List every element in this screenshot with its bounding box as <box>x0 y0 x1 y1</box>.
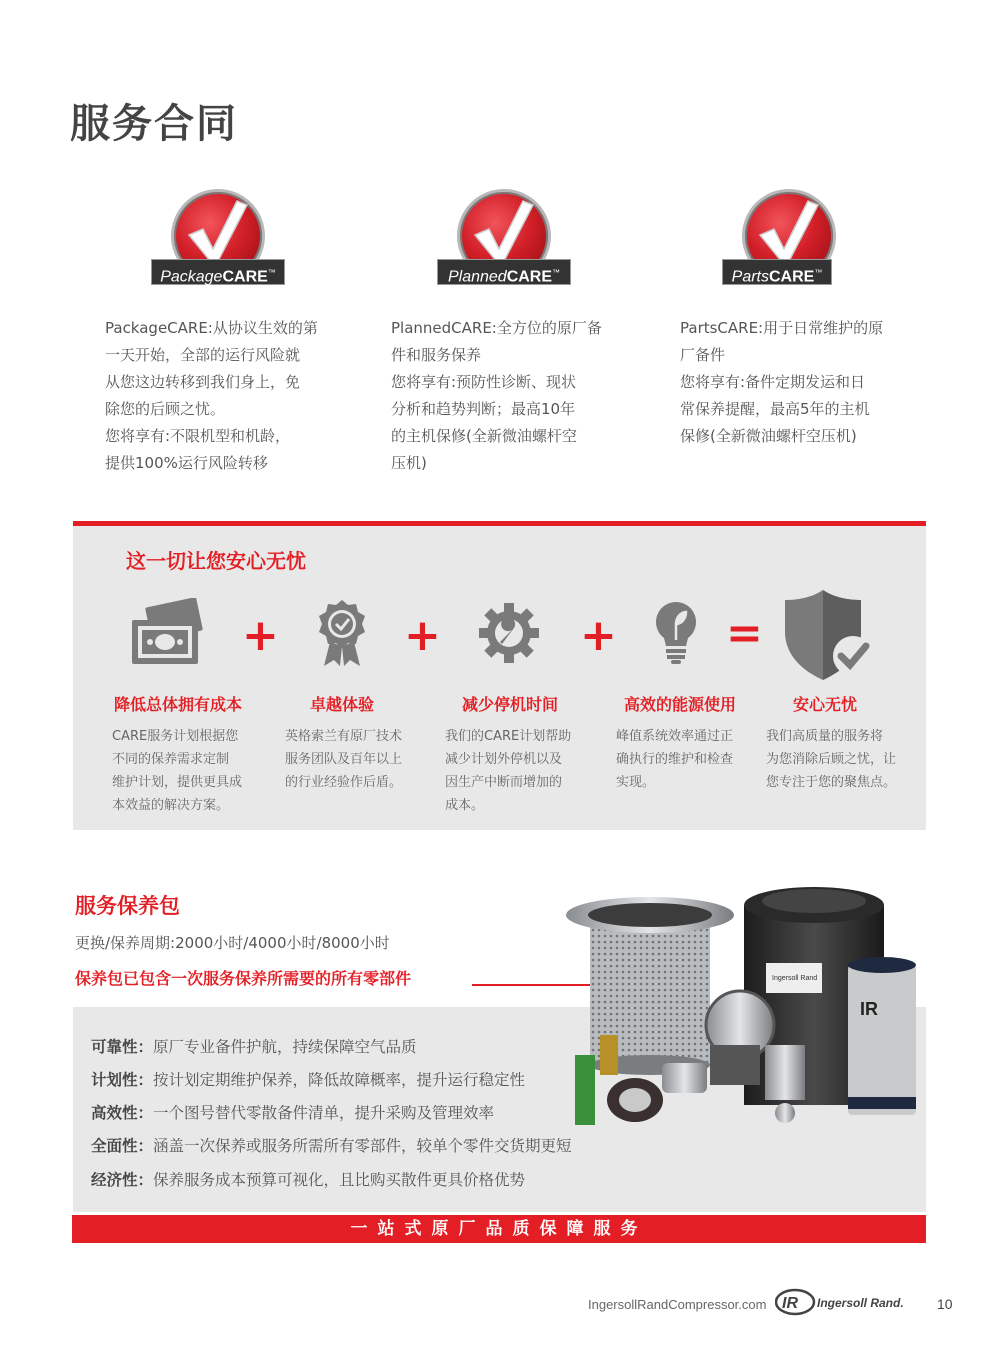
feature-key: 高效性 <box>91 1104 138 1122</box>
badge-suffix: CARE <box>222 268 268 286</box>
desc-line: 保修(全新微油螺杆空压机) <box>680 427 857 445</box>
feature-key: 计划性 <box>91 1071 138 1089</box>
feature-row <box>91 1035 417 1057</box>
feature-row <box>91 1134 572 1156</box>
ingersoll-rand-logo <box>775 1288 915 1316</box>
partscare-description <box>680 315 905 450</box>
feature-text: 保养服务成本预算可视化，且比购买散件更具价格优势 <box>153 1171 526 1189</box>
text-line: 我们高质量的服务将 <box>766 729 884 744</box>
benefit-text <box>616 725 756 794</box>
page-number: 10 <box>937 1296 953 1312</box>
desc-line: 除您的后顾之忧。 <box>105 400 226 418</box>
feature-text: 按计划定期维护保养，降低故障概率，提升运行稳定性 <box>153 1071 526 1089</box>
desc-line: PlannedCARE:全方位的原厂备 <box>391 319 602 337</box>
text-line: 不同的保养需求定制 <box>112 752 230 767</box>
packagecare-badge <box>151 189 291 309</box>
desc-line: 的主机保修(全新微油螺杆空 <box>391 427 577 445</box>
text-line: 成本。 <box>445 798 485 813</box>
desc-line: 您将享有:不限机型和机龄， <box>105 427 291 445</box>
feature-separator: ： <box>137 1104 154 1122</box>
badge-prefix: Planned <box>447 268 507 286</box>
logo-text: Ingersoll Rand. <box>817 1296 904 1310</box>
desc-line: 您将享有:备件定期发运和日 <box>680 373 866 391</box>
shield-check-icon <box>783 588 878 683</box>
desc-line: 常保养提醒，最高5年的主机 <box>680 400 870 418</box>
gear-wrench-icon <box>478 602 540 664</box>
benefit-text <box>285 725 425 794</box>
spare-parts-image <box>560 885 930 1130</box>
logo-mark: IR <box>782 1295 798 1312</box>
lightbulb-leaf-icon <box>654 600 698 666</box>
text-line: 英格索兰有原厂技术 <box>285 729 403 744</box>
feature-separator: ： <box>137 1137 154 1155</box>
money-icon <box>130 598 206 668</box>
desc-line: 从您这边转移到我们身上，免 <box>105 373 301 391</box>
text-line: 服务团队及百年以上 <box>285 752 403 767</box>
desc-line: 一天开始，全部的运行风险就 <box>105 346 301 364</box>
quality-badge-icon <box>314 598 370 668</box>
text-line: 峰值系统效率通过正 <box>616 729 734 744</box>
plus-operator: + <box>242 610 279 661</box>
feature-text: 原厂专业备件护航，持续保障空气品质 <box>153 1038 417 1056</box>
trademark: ™ <box>814 268 823 277</box>
desc-line: 件和服务保养 <box>391 346 482 364</box>
text-line: 实现。 <box>616 775 656 790</box>
badge-suffix: CARE <box>769 268 815 286</box>
ir-mark: IR <box>860 999 878 1019</box>
website-link[interactable]: IngersollRandCompressor.com <box>588 1297 767 1312</box>
text-line: 的行业经验作后盾。 <box>285 775 403 790</box>
text-line: 减少计划外停机以及 <box>445 752 563 767</box>
trademark: ™ <box>267 268 276 277</box>
text-line: CARE服务计划根据您 <box>112 729 239 744</box>
feature-text: 一个图号替代零散备件清单，提升采购及管理效率 <box>153 1104 495 1122</box>
text-line: 我们的CARE计划帮助 <box>445 729 572 744</box>
badge-prefix: Parts <box>731 268 769 286</box>
service-cycle: 更换/保养周期:2000小时/4000小时/8000小时 <box>75 934 390 952</box>
desc-line: 压机) <box>391 454 427 472</box>
feature-text: 涵盖一次保养或服务所需所有零部件，较单个零件交货期更短 <box>153 1137 572 1155</box>
equals-operator: = <box>726 608 763 659</box>
feature-separator: ： <box>137 1071 154 1089</box>
feature-separator: ： <box>137 1171 154 1189</box>
feature-key: 全面性 <box>91 1137 138 1155</box>
text-line: 您专注于您的聚焦点。 <box>766 775 897 790</box>
desc-line: 您将享有:预防性诊断、现状 <box>391 373 577 391</box>
plannedcare-description <box>391 315 616 477</box>
partscare-badge <box>722 189 862 309</box>
benefit-title: 卓越体验 <box>309 695 374 714</box>
benefit-text <box>766 725 908 794</box>
benefit-title: 高效的能源使用 <box>623 695 736 714</box>
trademark: ™ <box>552 268 561 277</box>
text-line: 本效益的解决方案。 <box>112 798 230 813</box>
benefit-title: 降低总体拥有成本 <box>113 695 242 714</box>
badge-prefix: Package <box>160 268 223 286</box>
desc-line: 提供100%运行风险转移 <box>105 454 268 472</box>
plus-operator: + <box>404 610 441 661</box>
benefit-text <box>112 725 252 817</box>
feature-key: 经济性 <box>91 1171 138 1189</box>
desc-line: 厂备件 <box>680 346 726 364</box>
feature-key: 可靠性 <box>91 1038 138 1056</box>
packagecare-description <box>105 315 330 477</box>
desc-line: PartsCARE:用于日常维护的原 <box>680 319 884 337</box>
text-line: 维护计划，提供更具成 <box>112 775 243 790</box>
plannedcare-badge <box>437 189 577 309</box>
desc-line: 分析和趋势判断；最高10年 <box>391 400 576 418</box>
service-pack-title: 服务保养包 <box>75 894 180 918</box>
feature-separator: ： <box>137 1038 154 1056</box>
text-line: 确执行的维护和检查 <box>616 752 734 767</box>
badge-suffix: CARE <box>506 268 553 286</box>
product-label: Ingersoll Rand <box>772 975 818 982</box>
benefit-title: 安心无忧 <box>792 695 857 714</box>
service-highlight: 保养包已包含一次服务保养所需要的所有零部件 <box>75 969 412 988</box>
text-line: 因生产中断而增加的 <box>445 775 563 790</box>
benefit-text <box>445 725 585 817</box>
feature-row <box>91 1068 525 1090</box>
page-title: 服务合同 <box>70 101 238 147</box>
feature-row <box>91 1168 525 1190</box>
plus-operator: + <box>580 610 617 661</box>
text-line: 为您消除后顾之忧，让 <box>766 752 897 767</box>
benefits-heading: 这一切让您安心无忧 <box>126 549 306 573</box>
feature-row <box>91 1101 494 1123</box>
desc-line: PackageCARE:从协议生效的第 <box>105 319 318 337</box>
service-banner: 一站式原厂品质保障服务 <box>72 1215 926 1243</box>
benefit-title: 减少停机时间 <box>461 695 558 714</box>
